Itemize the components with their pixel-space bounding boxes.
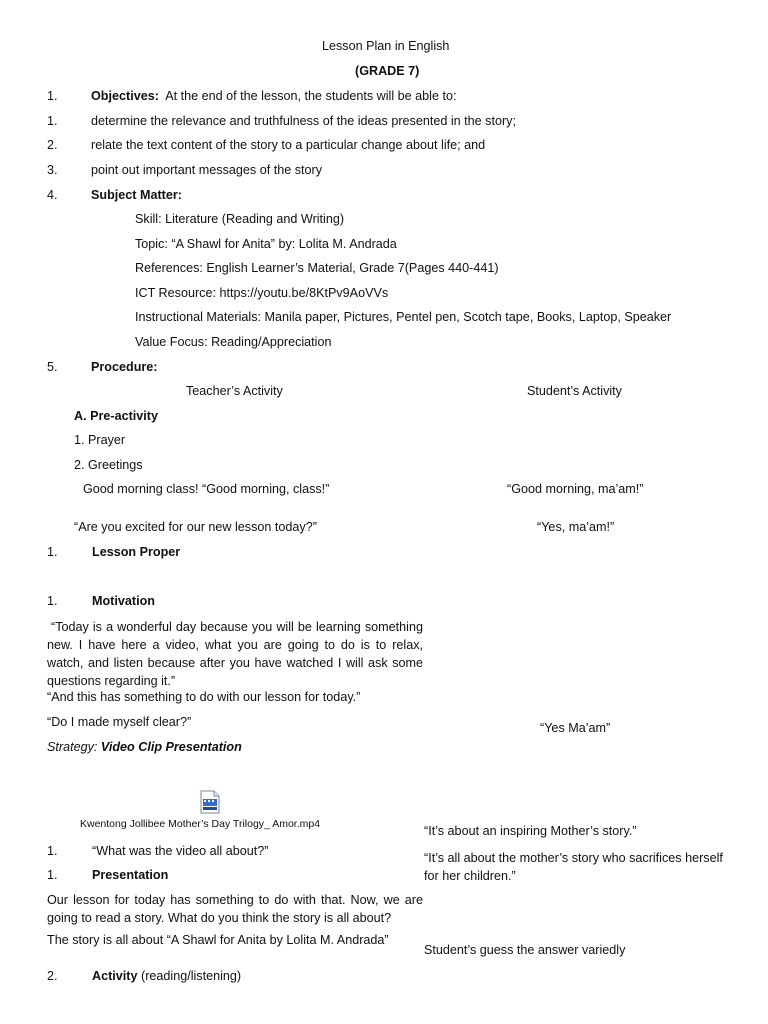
topic-line: Topic: “A Shawl for Anita” by: Lolita M. Andrada (135, 237, 397, 251)
student-activity-header: Student’s Activity (527, 384, 622, 398)
document-title: Lesson Plan in English (322, 39, 450, 53)
greetings-item: 2. Greetings (74, 458, 143, 472)
objective-text: relate the text content of the story to a particular change about life; and (91, 138, 486, 152)
motivation-heading: Motivation (92, 594, 155, 608)
student-greeting: “Good morning, ma’am!” (507, 482, 644, 496)
strategy-line (47, 740, 242, 755)
teacher-excited-question: “Are you excited for our new lesson today?” (74, 520, 317, 534)
activity-suffix: (reading/listening) (137, 969, 242, 983)
student-yes-answer: “Yes Ma’am” (540, 721, 611, 735)
motivation-line-lesson: “And this has something to do with our lesson for today.” (47, 690, 361, 704)
ict-resource-line: ICT Resource: https://youtu.be/8KtPv9AoVVs (135, 286, 389, 300)
pre-activity-heading: A. Pre-activity (74, 409, 158, 423)
question-number: 1. (47, 844, 58, 858)
value-focus-line: Value Focus: Reading/Appreciation (135, 335, 332, 349)
motivation-number: 1. (47, 594, 58, 608)
video-file-icon[interactable] (199, 790, 221, 814)
references-line: References: English Learner’s Material, Grade 7(Pages 440-441) (135, 261, 499, 275)
teacher-activity-header: Teacher’s Activity (186, 384, 283, 398)
objectives-label: Objectives: (91, 89, 159, 103)
video-question: “What was the video all about?” (92, 844, 269, 858)
materials-line: Instructional Materials: Manila paper, Pictures, Pentel pen, Scotch tape, Books, Laptop, Speaker (135, 310, 672, 324)
motivation-line-clear: “Do I made myself clear?” (47, 715, 192, 729)
subject-matter-number: 4. (47, 188, 58, 202)
motivation-paragraph: “Today is a wonderful day because you will be learning something new. I have here a video, what you are going to do is to relax, watch, and listen because after you have watched I will ask some questions regarding it.” (47, 620, 423, 688)
subject-matter-heading: Subject Matter: (91, 188, 182, 202)
strategy-value: Video Clip Presentation (100, 740, 242, 754)
objective-number: 1. (47, 114, 58, 128)
objective-text: determine the relevance and truthfulness of the ideas presented in the story; (91, 114, 516, 128)
lesson-proper-heading: Lesson Proper (92, 545, 181, 559)
procedure-heading: Procedure: (91, 360, 158, 374)
activity-number: 2. (47, 969, 58, 983)
prayer-item: 1. Prayer (74, 433, 126, 447)
student-guess-answer: Student’s guess the answer variedly (424, 943, 626, 957)
strategy-label: Strategy: (47, 740, 98, 754)
student-inspiring-answer: “It’s about an inspiring Mother’s story.” (424, 824, 637, 838)
presentation-number: 1. (47, 868, 58, 882)
objective-number: 2. (47, 138, 58, 152)
objectives-number: 1. (47, 89, 58, 103)
lesson-proper-number: 1. (47, 545, 58, 559)
objective-text: point out important messages of the story (91, 163, 323, 177)
teacher-greeting: Good morning class! “Good morning, class!” (83, 482, 330, 496)
presentation-heading: Presentation (92, 868, 169, 882)
story-statement: The story is all about “A Shawl for Anita by Lolita M. Andrada” (47, 933, 389, 947)
student-excited-answer: “Yes, ma’am!” (537, 520, 615, 534)
objectives-intro: At the end of the lesson, the students will be able to: (165, 89, 457, 103)
activity-heading (92, 969, 241, 984)
procedure-number: 5. (47, 360, 58, 374)
objective-number: 3. (47, 163, 58, 177)
skill-line: Skill: Literature (Reading and Writing) (135, 212, 345, 226)
grade-label: (GRADE 7) (355, 64, 420, 78)
video-file-name[interactable]: Kwentong Jollibee Mother’s Day Trilogy_ Amor.mp4 (80, 818, 321, 830)
student-sacrifices-answer: “It’s all about the mother’s story who sacrifices herself for her children.” (424, 851, 723, 883)
activity-label: Activity (92, 969, 138, 983)
presentation-paragraph: Our lesson for today has something to do with that. Now, we are going to read a story. What do you think the story is all about? (47, 893, 423, 925)
objectives-heading (91, 89, 456, 104)
